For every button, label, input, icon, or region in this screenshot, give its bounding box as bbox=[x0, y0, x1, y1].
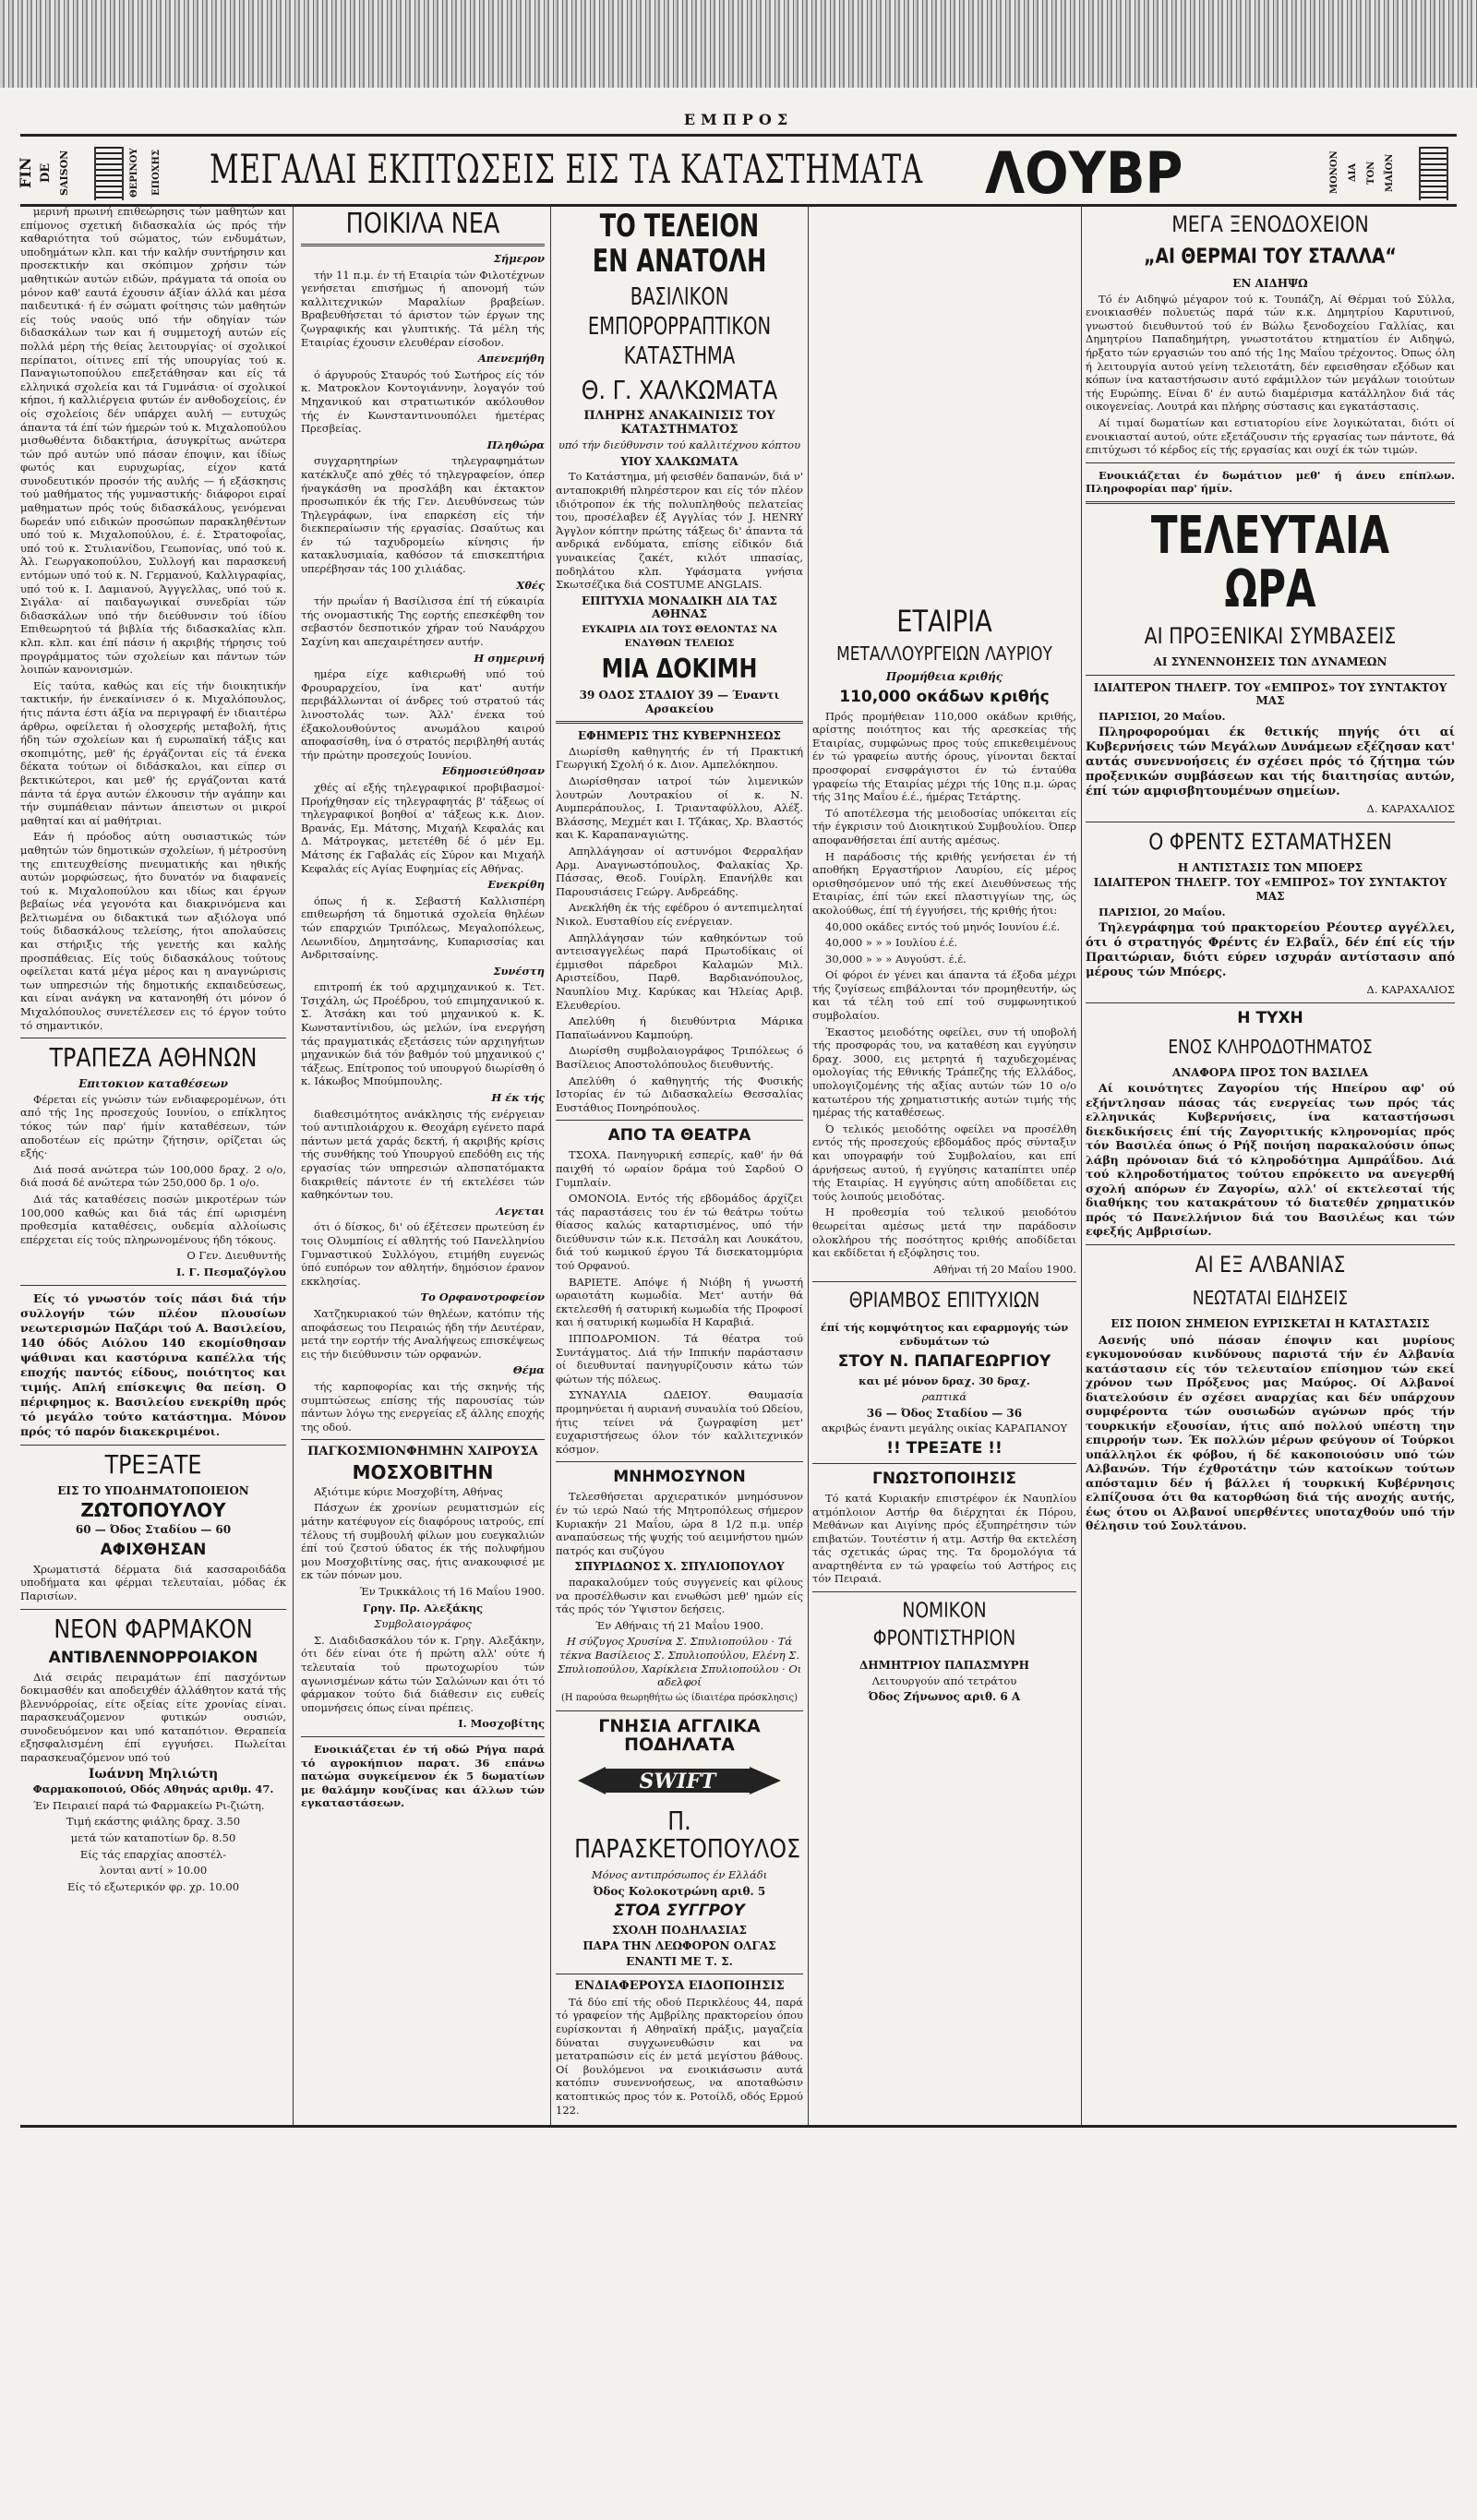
gov-item: Απηλλάγησαν τών καθηκόντων τού αντεισαγγελέως παρά Πρωτοδίκαις οί έμμισθοι πάρεδροι Καλαμών Μιλ. Αριστείδου, Παρθ. Βαρδιανόπουλος, Ναυπλίου Μιχ. Καρύκας και Ήλείας Αριβ. Ελευθερίου. bbox=[556, 930, 803, 1012]
news-head: Η έκ τής bbox=[491, 1091, 545, 1105]
laurium-sub: ΜΕΤΑΛΛΟΥΡΓΕΙΩΝ ΛΑΥΡΙΟΥ bbox=[836, 642, 1052, 665]
divider bbox=[20, 1285, 286, 1286]
telegram-head: ΙΔΙΑΙΤΕΡΟΝ ΤΗΛΕΓΡ. ΤΟΥ «ΕΜΠΡΟΣ» ΤΟΥ ΣΥΝΤΑΚΤΟΥ ΜΑΣ bbox=[1093, 680, 1447, 708]
bottom-rule bbox=[20, 2125, 1457, 2128]
news-head: Συνέστη bbox=[493, 964, 545, 978]
divider bbox=[301, 1439, 545, 1440]
notice-title: ΕΝΔΙΑΦΕΡΟΥΣΑ ΕΙΔΟΠΟΙΗΣΙΣ bbox=[574, 1979, 785, 1994]
bike-school2: ΠΑΡΑ ΤΗΝ ΛΕΩΦΟΡΟΝ ΟΛΓΑΣ bbox=[582, 1939, 776, 1953]
divider bbox=[556, 1120, 803, 1121]
theatre-item: ΙΠΠΟΔΡΟΜΙΟΝ. Τά θέατρα τού Συντάγματος. Διά τήν Ιππικήν παράστασιν οί διευθυνταί πανηγυρίζουσιν κάτω τών φώτων τής πόλεως. bbox=[556, 1332, 803, 1386]
price-line: λονται αντί » 10.00 bbox=[99, 1864, 208, 1878]
fortune-title: Η ΤΥΧΗ bbox=[1237, 1008, 1303, 1027]
column-rule bbox=[293, 205, 294, 2125]
paragraph: Διά σειράς πειραμάτων έπί πασχόντων δοκιμασθέν και αποδειχθέν άλλάθητον κατά τής βλεννόρροίας, είτε οξείας είτε χρονίας είναι. παρασκευάζομενον φυτικών ουσιών, συνοδευόμενον και υπό καταπότιον. Θεραπεία εξησφαλισμένη έπί εγγυήσει. Πωλείται παρασκευαζόμενον υπό τού bbox=[20, 1670, 286, 1765]
divider bbox=[1086, 501, 1455, 504]
news-item: ότι ό δίσκος, δι' ού έξέτεσεν πρωτεύση έν τοις Ολυμπίοις εί αθλητής τού Πανελληνίου Γυμναστικού Συλλόγου, ετιμήθη ευγενώς ύπό ευπόρων τον αθλητήν, δημόσιον έρανον εκκλησίας. bbox=[301, 1220, 545, 1288]
masthead-rule bbox=[20, 134, 1457, 137]
news-head: Εδημοσιεύθησαν bbox=[441, 764, 545, 778]
gov-item: Διωρίσθη καθηγητής έν τή Πρακτική Γεωργική Σχολή ό κ. Διον. Αμπελόκηπου. bbox=[556, 744, 803, 772]
divider bbox=[556, 1710, 803, 1711]
news-item: τής καρποφορίας και τής σκηνής τής συμπτώσεως επίσης τής παρουσίας τών πάντων λόγω της ενεργείας εξ άλλης εποχής της οδού. bbox=[301, 1379, 545, 1434]
banner-de: DE bbox=[39, 162, 53, 183]
halkomata-sub: ΒΑΣΙΛΙΚΟΝ ΕΜΠΟΡΟΡΡΑΠΤΙΚΟΝ ΚΑΤΑΣΤΗΜΑ bbox=[587, 283, 772, 370]
pharma-title: ΝΕΟΝ ΦΑΡΜΑΚΟΝ bbox=[54, 1613, 253, 1644]
memorial-title: ΜΝΗΜΟΣΥΝΟΝ bbox=[613, 1468, 746, 1487]
pharma-subtitle: ΑΝΤΙΒΛΕΝΝΟΡΡΟΙΑΚΟΝ bbox=[48, 1648, 258, 1667]
paragraph: Τελεσθήσεται αρχιερατικόν μνημόσυνον έν τώ ιερώ Ναώ τής Μητροπόλεως σήμερον Κυριακήν 21 Μαΐου, ώρα 8 1/2 π.μ. υπέρ αναπαύσεως τής ψυχής τού αειμνήστου ημών πατρός και συζύγου bbox=[556, 1490, 803, 1557]
scan-border bbox=[0, 0, 1477, 88]
gov-item: Απελύθη ό καθηγητής τής Φυσικής Ιστορίας έν τώ Διδασκαλείω Θεσσαλίας Ευστάθιος Πονηρόπουλος. bbox=[556, 1074, 803, 1114]
paragraph: Τό κατά Κυριακήν επιστρέφον έκ Ναυπλίου ατμόπλοιον Αστήρ θα διέρχηται έκ Πόρου, Μεθάνων και Αιγίνης πρός έξυπηρέτησιν τών επιβατών. Τουτέστιν ή ατμ. Αστήρ θα εκτελέση τάς σχετικάς ώρας της. Τα δρομολόγια τά αναρτηθέντα εν τώ γραφείω τού Αστήρος εις τόν Πειραιά. bbox=[812, 1491, 1076, 1586]
theatre-item: ΣΥΝΑΥΛΙΑ ΩΔΕΙΟΥ. Θαυμασία προμηνύεται ή αυριανή συναυλία τού Ωδείου, ήτις τείνει νά ζωγραφίση μετ' ευχαριστήσεως όλον τόν καλλιτεχνικόν κόσμον. bbox=[556, 1388, 803, 1456]
paragraph: Πάσχων έκ χρονίων ρευματισμών είς μάτην κατέφυγον είς διαφόρους ιατρούς, επί τέλους τή συμβουλή φίλων μου ευεγκαλιών έπί τού ζεστού ύδατος έκ τής πολυφήμου μου Μοσχοβιτίνης σας, ήτις ανακουφισέ με εκ τών πόνων μου. bbox=[301, 1501, 545, 1582]
theatre-item: ΒΑΡΙΕΤΕ. Απόψε ή Νιόβη ή γνωστή ωραιοτάτη κωμωδία. Μετ' αυτήν θά εκτελεσθή ή σατυρική κωμωδία τής Προφοσί και ή σατυρική κωμωδία Η Καραβιά. bbox=[556, 1275, 803, 1329]
memorial-note: (Η παρούσα θεωρηθήτω ώς ίδιαιτέρα πρόσκλησις) bbox=[560, 1692, 799, 1703]
gov-item: Διωρίσθησαν ιατροί τών λιμενικών λουτρών Λουτρακίου οί κ. Ν. Αυμπεράπουλος, Ι. Τριανταφύλλου, Αλέξ. Βλάσσης, Μεχμέτ και Ι. Τζάκας, Χρ. Βλαστός και Κ. Καραπαναγιώτης. bbox=[556, 774, 803, 842]
divider bbox=[301, 1736, 545, 1737]
triumph-note: ακριβώς έναντι μεγάλης οικίας ΚΑΡΑΠΑΝΟΥ bbox=[821, 1422, 1068, 1435]
telegram-place: ΠΑΡΙΣΙΟΙ, 20 Μαΐου. bbox=[1099, 905, 1226, 918]
bazaar-ad: Είς τό γνωστόν τοίς πάσι διά τήν συλλογήν τών πλέον πλουσίων νεωτερισμών Παζάρι τού Α. Βασιλείου, 140 όδός Αιόλου 140 εκομίσθησαν ψάθιναι και καστόρινα καπέλλα τής εποχής παντός είδους, ποιότητος και τιμής. Απλή επίσκεψις θα πείση. Ο πέριφημος κ. Βασιλείου ενεκρίθη πρός τό μεγάλο τούτο κατάστημα. Μόνον πρός τό παρόν διακεκριμένοι. bbox=[20, 1290, 286, 1438]
paragraph: Τό έν Αιδηψώ μέγαρον τού κ. Τουπάζη, Αί Θέρμαι τού Σύλλα, ενοικιασθέν πολυετώς παρά τών κ.κ. Δημητρίου Καρυτινού, γνωστού διευθυντού τού έν Βώλω ξενοδοχείου Γαλλίας, και Δημητρίου Παπαδημήτρη, γνωστοτάτου κτηματίου έν Αιδηψώ, ήρξατο τών εργασιών του από τής 1ης Μαΐου τρέχοντος. Όπως όλη ή λειτουργία αυτού γείνη τελειοτάτη, δέν εφεισθησαν εξόδων και κόπων ίνα καταστήσωσιν αυτό εφάμιλλον τών μεγάλων τοιούτων τής Ευρώπης. Είναι δ' έν αυτώ διαμέρισμα κατάλληλον διά τάς οικογενείας. Λουτρά και πλήρης σύστασις και εγκατάστασις. bbox=[1086, 292, 1455, 414]
misc-news-title: ΠΟΙΚΙΛΑ ΝΕΑ bbox=[345, 208, 500, 240]
hotel-name: „ΑΙ ΘΕΡΜΑΙ ΤΟΥ ΣΤΑΛΛΑ“ bbox=[1144, 246, 1397, 269]
paragraph: παρακαλούμεν τούς συγγενείς και φίλους να προσέλθωσιν και ενωθώσι μεθ' ημών είς τάς πρός τόν Ύψιστον δεήσεις. bbox=[556, 1575, 803, 1616]
treksate-sub: ΕΙΣ ΤΟ ΥΠΟΔΗΜΑΤΟΠΟΙΕΙΟΝ bbox=[57, 1483, 249, 1497]
halkomata-renov3: ΥΙΟΥ ΧΑΛΚΩΜΑΤΑ bbox=[620, 454, 738, 468]
bike-stoa: ΣΤΟΑ ΣΥΓΓΡΟΥ bbox=[614, 1902, 745, 1921]
paragraph: Αί τιμαί δωματίων και εστιατορίου είνε λογικώταται, διότι οί ενοικιασταί αυτού, ούτε εξετάζουσιν τής εργασίας των πάντοτε, θά επιτύχωσι τό κέρδος είς τής εργασίας και ουχί έκ τών τιμών. bbox=[1086, 415, 1455, 457]
column-rule bbox=[1081, 205, 1082, 2125]
news-item: τήν 11 π.μ. έν τή Εταιρία τών Φιλοτέχνων γενήσεται επισήμως ή απονομή τών καλλιτεχνικών Μαραλίων βραβείων. Βραβευθήσεται τό άριστον τών έργων της ζωγραφικής και γλυπτικής. Τά μέλη τής Εταιρίας έχουσιν ελευθέραν είσοδον. bbox=[301, 268, 545, 349]
divider bbox=[812, 1591, 1076, 1592]
column-4 bbox=[812, 600, 1076, 2520]
paragraph: Σ. Διαδιδασκάλου τόν κ. Γρηγ. Αλεξάκην, ότι δέν είναι ότε ή πρώτη αλλ' ούτε ή τελευταία τού πρωτοχωρίου τών αγωνισμένων κάτω τών Σαλώνων και ότι τό φάρμακον τούτο διά διάθεσιν εις ευθείς υπομνήσεις όπως είναι πρέπεις. bbox=[301, 1633, 545, 1714]
news-item: τήν πρωΐαν ή Βασίλισσα έπί τή εύκαιρία τής ονομαστικής Της εορτής επεσκέφθη τον σεβαστόν δεσποτικόν χήραν τού Ναυάρχου Σαχίνη και απεχαιρέτησεν αυτήν. bbox=[301, 594, 545, 649]
triumph-title: ΘΡΙΑΜΒΟΣ ΕΠΙΤΥΧΙΩΝ bbox=[848, 1290, 1040, 1314]
column-rule bbox=[808, 205, 809, 2125]
treksate-note: ΑΦΙΧΘΗΣΑΝ bbox=[100, 1540, 207, 1559]
gov-item: Απηλλάγησαν οί αστυνόμοι Φερραλήαν Αρμ. Αναγνωστόπουλος, Φαλακίας Χρ. Πάσσας, Θεοδ. Γουίρλη. Επανήλθε και Παρουσιάσεις Γεώργ. Ανδρεάδης. bbox=[556, 845, 803, 898]
news-item: συγχαρητηρίων τηλεγραφημάτων κατέκλυζε από χθές τό τηλεγραφείον, όπερ ήναγκάσθη να προσλάβη και έκτακτον προσωπικόν έκ τής Γεν. Διευθύνσεως τών Τηλεγράφων, ίνα επαρκέση είς τήν διεκπεραίωσιν τής εργασίας. Ωσαύτως και έν τώ ταχυδρομείω κίνησις ήν κατακλυσμιαία, καθόσον τά επισκεπτήρια υπερέβησαν τάς 100 χιλιάδας. bbox=[301, 454, 545, 576]
masthead: ΕΜΠΡΟΣ bbox=[683, 111, 794, 128]
albania-title: ΑΙ ΕΞ ΑΛΒΑΝΙΑΣ bbox=[1195, 1251, 1346, 1278]
treksate-title: ΤΡΕΞΑΤΕ bbox=[104, 1448, 202, 1480]
pharma-address: Φαρμακοποιού, Οδός Αθηνάς αριθμ. 47. bbox=[32, 1782, 274, 1796]
price-line: Είς τάς επαρχίας αποστέλ- bbox=[79, 1847, 227, 1861]
law-body: Λειτουργούν από τετράτου bbox=[871, 1674, 1017, 1687]
hotel-rent: Ενοικιάζεται έν δωμάτιον μεθ' ή άνευ επίπλων. Πληροφορίαι παρ' ήμίν. bbox=[1086, 468, 1455, 496]
law-address: Όδος Ζήνωνος αριθ. 6 Α bbox=[868, 1690, 1021, 1704]
news-head: Το Ορφανοτροφείον bbox=[420, 1290, 545, 1304]
bank-subtitle: Επιτοκιον καταθέσεων bbox=[78, 1077, 228, 1091]
lasthour-sub: ΑΙ ΠΡΟΞΕΝΙΚΑΙ ΣΥΜΒΑΣΕΙΣ bbox=[1144, 622, 1397, 649]
fortune-sub2: ΑΝΑΦΟΡΑ ΠΡΟΣ ΤΟΝ ΒΑΣΙΛΕΑ bbox=[1171, 1065, 1369, 1079]
albania-sub: ΝΕΩΤΑΤΑΙ ΕΙΔΗΣΕΙΣ bbox=[1192, 1286, 1349, 1309]
paragraph: Τό αποτέλεσμα τής μειοδοσίας υπόκειται είς τήν έγκρισιν τού Διοικητικού Συμβουλίου. Όπερ αποφανθήσεται έπί αυτής αμέσως. bbox=[812, 806, 1076, 846]
halkomata-renov: ΠΛΗΡΗΣ ΑΝΑΚΑΙΝΙΣΙΣ ΤΟΥ ΚΑΤΑΣΤΗΜΑΤΟΣ bbox=[583, 409, 775, 437]
halkomata-renov2: υπό τήν διεύθυνσιν τού καλλιτέχνου κόπτου bbox=[558, 438, 801, 452]
banner-right-4: ΜΑΪΟΝ bbox=[1385, 153, 1395, 192]
ad-date: Έν Τρικκάλοις τή 16 Μαΐου 1900. bbox=[359, 1585, 545, 1599]
memorial-name: ΣΠΥΡΙΔΩΝΟΣ Χ. ΣΠΥΛΙΟΠΟΥΛΟΥ bbox=[574, 1560, 785, 1574]
pharma-name: Ιωάννη Μηλιώτη bbox=[88, 1766, 219, 1782]
paragraph: Φέρεται είς γνώσιν τών ενδιαφερομένων, ότι από τής 1ης προσεχούς Ιουνίου, ο επίκλητος τόκος τών παρ' ήμίν καταθέσεων, τών αποδοτέων είς πρώτην ζήτησιν, ορίζεται ώς εξής· bbox=[20, 1092, 286, 1160]
treksate-name: ΖΩΤΟΠΟΥΛΟΥ bbox=[80, 1499, 226, 1522]
paragraph: Εάν ή πρόοδος αύτη ουσιαστικώς τών μαθητών τών δημοτικών σχολείων, ή μέτροσύνη της επιτευχθείσης πνευματικής και ηθικής αυτών μορφώσεως, ήτο δυνατόν να διαφανείς τού κ. Μιχαλοπούλου και ιδίως και έργων βεβαίως νέα γεγονότα και διακρινόμενα και βελτιωμένα ου διδακτικά των αξιόλογα υπό τούς διδασκάλους τελείσης, ήτοι απολαύσεις και στήριξις τής γενετής και καλής προσπάθειας. Είς τούς διδασκάλους τούτους οφείλεται κατά μέγα μέρος και η αναγνώρισις των υπηρεσιών τής δημοτικής εκπαιδεύσεως, και είναι ανάγκη να κατανοηθή ότι μόνον ό Μιχαλόπουλος συνετέλεσεν εις τό έργον τούτο τό σημαντικόν. bbox=[20, 830, 286, 1032]
telegram-sign: Δ. ΚΑΡΑΧΑΛΙΟΣ bbox=[1366, 983, 1455, 997]
quota-line: 40,000 » » » Ιουλίου έ.έ. bbox=[825, 936, 958, 950]
divider bbox=[301, 244, 545, 246]
laurium-date: Αθήναι τή 20 Μαΐου 1900. bbox=[933, 1262, 1076, 1276]
lasthour-title: ΤΕΛΕΥΤΑΙΑ ΩΡΑ bbox=[1150, 505, 1390, 619]
bank-sign-name: Ι. Γ. Πεσμαζόγλου bbox=[176, 1265, 286, 1278]
bike-address: Όδος Κολοκοτρώνη αριθ. 5 bbox=[593, 1884, 766, 1898]
news-head: Η σημερινή bbox=[474, 651, 545, 665]
news-head: Λεγεται bbox=[496, 1204, 545, 1218]
fortune-sub: ΕΝΟΣ ΚΛΗΡΟΔΟΤΗΜΑΤΟΣ bbox=[1168, 1035, 1373, 1058]
divider bbox=[1086, 1244, 1455, 1245]
bank-title: ΤΡΑΠΕΖΑ ΑΘΗΝΩΝ bbox=[49, 1042, 258, 1074]
news-item: ό άργυρούς Σταυρός τού Σωτήρος είς τόν κ. Ματροκλον Κοντογιάννην, λογαγόν τού Μηχανικού και στρατιωτικόν ακόλουθον τής έν Κωνσταντινουπόλει ήμετέρας Πρεσβείας. bbox=[301, 367, 545, 436]
ad-sign-role: Συμβολαιογράφος bbox=[374, 1617, 472, 1631]
news-head: Απενεμήθη bbox=[477, 352, 545, 366]
laurium-head: Προμήθεια κριθής bbox=[885, 670, 1003, 683]
mosxovitini-head: ΠΑΓΚΟΣΜΙΟΝΦΗΜΗΝ ΧΑΙΡΟΥΣΑ bbox=[307, 1445, 538, 1459]
bike-school: ΣΧΟΛΗ ΠΟΔΗΛΑΣΙΑΣ bbox=[611, 1924, 748, 1938]
albania-sub2: ΕΙΣ ΠΟΙΟΝ ΣΗΜΕΙΟΝ ΕΥΡΙΣΚΕΤΑΙ Η ΚΑΤΑΣΤΑΣΙΣ bbox=[1111, 1316, 1430, 1330]
quota-line: 40,000 οκάδες εντός τού μηνός Ιουνίου έ.έ. bbox=[825, 919, 1061, 933]
paragraph: Έν Πειραιεί παρά τώ Φαρμακείω Ρι-ζιώτη. bbox=[33, 1798, 265, 1812]
gov-title: ΕΦΗΜΕΡΙΣ ΤΗΣ ΚΥΒΕΡΝΗΣΕΩΣ bbox=[577, 729, 781, 743]
bank-sign-role: Ο Γεν. Διευθυντής bbox=[186, 1249, 286, 1263]
banner-brand: ΛΟΥΒΡ bbox=[985, 139, 1183, 207]
column-5 bbox=[1086, 205, 1455, 2125]
paragraph: Έκαστος μειοδότης οφείλει, συν τή υποβολή τής προσφοράς του, να καταθέση και εγγύησιν δραχ. 3000, εις μετρητά ή ταχυδεχομένας ομολογίας τής Εθνικής Τράπεζης τής Ελλάδος, υπολογιζομένης τής αξίας αυτών τών 10 ο/ο κατωτέρου τής χρηματιστικής αυτών τιμής τής ημέρας τής καταθέσεως. bbox=[812, 1025, 1076, 1120]
halkomata-unique: ΕΠΙΤΥΧΙΑ ΜΟΝΑΔΙΚΗ ΔΙΑ ΤΑΣ ΑΘΗΝΑΣ bbox=[581, 594, 778, 621]
halkomata-unique2: ΕΥΚΑΙΡΙΑ ΔΙΑ ΤΟΥΣ ΘΕΛΟΝΤΑΣ ΝΑ ΕΝΔΥΘΩΝ ΤΕΛΕΙΩΣ bbox=[582, 623, 777, 649]
divider bbox=[1086, 462, 1455, 463]
announcement-title: ΓΝΩΣΤΟΠΟΙΗΣΙΣ bbox=[872, 1469, 1016, 1488]
banner-therinou: ΘΕΡΙΝΟΥ bbox=[129, 148, 139, 198]
news-head: Σήμερον bbox=[493, 252, 545, 265]
paragraph: Η παράδοσις τής κριθής γενήσεται έν τή αποθήκη Εργαστήριον Λαυρίου, είς μέρος ορισθησόμενον υπό τής εκεί Διευθύνσεως τής Εταιρίας, έπί τών εκεί πλαστιγγίων της, ώς ακολούθως, έπί τή έγγυήσει, τής κριθής ήτοι: bbox=[812, 849, 1076, 917]
price-line: μετά τών καταποτίων δρ. 8.50 bbox=[70, 1831, 236, 1845]
boers-sub: Η ΑΝΤΙΣΤΑΣΙΣ ΤΩΝ ΜΠΟΕΡΣ bbox=[1177, 860, 1363, 874]
divider bbox=[20, 1609, 286, 1610]
gov-item: Ανεκλήθη έκ τής εφέδρου ό αντεπιμεληταί Νικολ. Ευσταθίου είς ενέργειαν. bbox=[556, 901, 803, 928]
theatre-item: ΟΜΟΝΟΙΑ. Εντός τής εβδομάδος άρχίζει τάς παραστάσεις του έν τώ θεάτρω τούτω θίασος καλώς καταρτισμένος, υπό τήν διεύθυνσιν τών κ.κ. Πετσάλη και Λουκάτου, διά τού κωμικού έργου Τά δισεκατομμύρια τού Ορφανού. bbox=[556, 1192, 803, 1273]
divider bbox=[556, 721, 803, 724]
triumph-address: 36 — Όδος Σταδίου — 36 bbox=[866, 1406, 1023, 1420]
paragraph: Είς ταύτα, καθώς και είς τήν διοικητικήν τακτικήν, ήν ένεκαίνισεν ό κ. Μιχαλόπουλος, ήτις πάντα έστι άξία να περιγραφή έν ιδιαιτέρω άρθρω, οφείλεται ή ολοσχερής μεταβολή, ήτις ήδη τών σχολείων και ή ευρωπαϊκή τάξις και σκοπιμότης, μεθ' ής έργάζονται είς τά ένεκα δέκατα τούτων οί διδάσκαλοι, και είπερ σι βεκτικώτεροι, και μεθ' ής εργάζονται κατά πάντα τά έργα αυτών έλκουσιν τήν αγάπην και τήν συμπάθειαν πάντων άπειστων οι μικροί μαθηταί και αί μαθήτριαι. bbox=[20, 678, 286, 827]
swift-logo-icon bbox=[578, 1759, 781, 1802]
banner-title: ΜΕΓΑΛΑΙ ΕΚΠΤΩΣΕΙΣ ΕΙΣ ΤΑ ΚΑΤΑΣΤΗΜΑΤΑ bbox=[210, 147, 923, 193]
gov-item: Απελύθη ή διευθύντρια Μάρικα Παπαϊωάννου Καμπούρη. bbox=[556, 1014, 803, 1041]
bike-name: Π. ΠΑΡΑΣΚΕΤΟΠΟΥΛΟΣ bbox=[574, 1806, 801, 1865]
news-head: Ενεκρίθη bbox=[487, 878, 545, 892]
mosxovitini-brand: ΜΟΣΧΟΒΙΤΗΝ bbox=[352, 1460, 494, 1483]
paragraph: Χρωματιστά δέρματα διά κασσαροιδάδα υποδήματα και φέρμαι τελευταίαι, μόδας έκ Παρισίων. bbox=[20, 1562, 286, 1602]
paragraph: μερινή πρωινή επιθεώρησις τών μαθητών και επίμονος σχετική διδασκαλία ώς πρός τήν καθαριότητα τού σώματος, τών ενδυμάτων, υποδημάτων κλπ. και τήν καλήν συντήρησιν και προσεκτικήν και σκόπιμον χρήσιν τών μαθητικών αυτών ειδών, πράγματα τά οποία ου μόνον καθ' εαυτά έχουσιν άξίαν άλλά και μέσα παιδευτικά· ή έν σώματι φοίτησις τών μαθητών είς τούς ναούς υπό τήν οδηγίαν τών διδασκάλων των και ή συμμετοχή αυτών είς πολλά μέρη τής θείας λειτουργίας· οί σχολικοί περίπατοι, οίτινες επί τής υπουργίας τού κ. Παναγιωτοπούλου επεξετάθησαν και είς τά ελληνικά σχολεία και τά Γυμνάσια· οί σχολικοί κήποι, ή καλλιέργεια φυτών έν ανθοδοχείοις, έν οίς σχολείοις δέν υπάρχει αυλή — ευτυχώς άπαντα τά έπί τών ήμερών τού κ. Μιχαλοπούλου μισθωθέντα διδακτήρια, άσυγκρίτως ανώτερα τών πρό αυτών υπό πάσαν έποψιν, και ίδίως φωτός και ευρυχωρίας, είχον κατά συνοδευτικόν προσόν τής αυλής — ή εξάσκησις τού μαθήματος τής γυμναστικής· διάφοροι ειραί μαθηματων πρός τούς διδασκάλους, γενόμεναι δωρεάν υπό ειδικών προσώπων παρακληθέντων υπό τού κ. Μιχαλοπούλου, έ. έ. Στρατοφοΐας, υπό τού κ. Στυλιανίδου, Γεωπονίας, υπό τού κ. Άλ. Γεωργακοπούλου, Συλλογή και παρασκευή εντόμων υπό τού κ. Ν. Γερμανού, Καλλιγραφίας, υπό τού κ. Ι. Δαμιανού, Άγγγελλας, υπό τού κ. Σιγάλα· αί παιδαγωγικαί συνεδρίαι τών διδασκάλων υπό τήν διεύθυνσιν τού ίδίου Επιθεωρητού τά βιβλία τής διδασκαλίας κλπ. κλπ. κλπ. και έπί πάσιν ή ακριβής τήρησις τού προγράμματος τών σχολείων και πάντων τών λοιπών κανονισμών. bbox=[20, 205, 286, 677]
hotel-place: ΕΝ ΑΙΔΗΨΩ bbox=[1232, 277, 1308, 290]
swift-brand: SWIFT bbox=[639, 1770, 716, 1794]
banner-right-3: ΤΟΝ bbox=[1366, 161, 1376, 185]
telegram-place: ΠΑΡΙΣΙΟΙ, 20 Μαΐου. bbox=[1099, 709, 1226, 723]
triumph-body: έπί τής κομψότητος και εφαρμογής τών ενδυμάτων τώ bbox=[820, 1321, 1069, 1348]
memorial-date: Έν Αθήναις τή 21 Μαΐου 1900. bbox=[594, 1618, 764, 1632]
price-line: Είς τό εξωτερικόν φρ. χρ. 10.00 bbox=[66, 1879, 240, 1893]
bike-sub: Μόνος αντιπρόσωπος έν Ελλάδι bbox=[591, 1868, 768, 1882]
divider bbox=[556, 1461, 803, 1462]
banner-saison: SAISON bbox=[58, 150, 70, 196]
banner-fin: FIN bbox=[17, 157, 34, 188]
ad-foot: Ι. Μοσχοβίτης bbox=[458, 1717, 545, 1731]
banner-right-2: ΔΙΑ bbox=[1348, 162, 1358, 183]
albania-body: Ασενής υπό πάσαν έποψιν και μυρίους εγκυμονούσαν κινδύνους παριστά τήν έν Αλβανία κατάστασιν είς τόν τελευταίον επίσημον τών εκεί χρόνον των Πρόξενος μας Μαύρος. Οί Αλβανοί διατελούσιν έν σχέσει αναρχίας και δέν υπάρχουν συμφέροντα τών ουσιωδών αγώνων πρός τήν τουρκικήν εξουσίαν, ήτις από πολλού υπέστη την επιρροήν των. Έκ πολλών μέρων φεύγουν οί Τούρκοι υπάλληλοι έκ φόβου, ή δέ κακοποιούσιν υπό τών Αλβανών. Τήν έχθροτάτην τών κατοίκων τούτων απόσταμιν δέν ή βάλλει ή τουρκική Κυβέρνησις ελπίζουσα ότι θα κατορθώση διά τής ανοχής αυτής, έως ότου οι Αλβανοί υπερθέντες υποταχθούν υπό τήν θέλησιν τού Σουλτάνου. bbox=[1086, 1332, 1455, 1533]
triumph-price: και μέ μόνον δραχ. 30 δραχ. bbox=[859, 1374, 1030, 1387]
laurium-amount: 110,000 οκάδων κριθής bbox=[839, 687, 1050, 706]
banner-ornament-left bbox=[94, 147, 124, 200]
column-2 bbox=[301, 205, 545, 2125]
news-item: διαθεσιμότητος ανάκλησις τής ενέργειαν τού αντιπλοιάρχου κ. Θεοχάρη εγένετο παρά πάντων μετά χαράς δεκτή, ή ακριβής κρίσις τής συνθήκης τού Υπουργού επεδόθη εις τής εργασίας τών υπηρεσιών αλπσπατόμακτα διακριθείς πάντοτε έν τή εκτελέσει τών καθηκόντων του. bbox=[301, 1107, 545, 1202]
news-head: Χθές bbox=[516, 578, 545, 592]
triumph-name: ΣΤΟΥ Ν. ΠΑΠΑΓΕΩΡΓΙΟΥ bbox=[837, 1351, 1051, 1371]
misc-news-list bbox=[301, 252, 545, 1434]
divider bbox=[1086, 1002, 1455, 1003]
news-head: Θέμα bbox=[512, 1363, 545, 1377]
paragraph: Διά ποσά ανώτερα τών 100,000 δραχ. 2 ο/ο, διά ποσά δέ ανώτερα τών 250,000 δρ. 1 ο/ο. bbox=[20, 1162, 286, 1190]
paragraph: Τά δύο επί τής οδού Περικλέους 44, παρά τό γραφείον τής Αμβρίλης πρακτορείου όπου ευρίσκονται ή Αθηναϊκή πράξις, μαγαζεία δύναται συγχωνευθώσιν και να μετατραπώσιν είς έν μετά μεγίστου βάθους. Οί βουλόμενοι να ενοικιάσωσιν αυτά κατόπιν συνεννοήσεως, να αποταθώσιν κατοπτικώς προς τόν κ. Ροτοίλδ, οδός Ερμού 122. bbox=[556, 1995, 803, 2117]
gov-item: Διωρίσθη συμβολαιογράφος Τριπόλεως ό Βασίλειος Αποστολόπουλος διευθυντής. bbox=[556, 1044, 803, 1071]
laurium-title: ΕΤΑΙΡΙΑ bbox=[896, 604, 992, 639]
ad-sign: Γρηγ. Πρ. Αλεξάκης bbox=[363, 1601, 483, 1614]
theatre-item: ΤΣΟΧΑ. Πανηγυρική εσπερίς, καθ' ήν θά παιχθή τό ωραίον δράμα τού Σαρδού Ο Γυμπλαίν. bbox=[556, 1148, 803, 1189]
banner-right-1: ΜΟΝΟΝ bbox=[1329, 150, 1339, 195]
louvre-banner bbox=[17, 139, 1457, 207]
banner-ornament-right bbox=[1419, 147, 1448, 200]
bike-title: ΓΝΗΣΙΑ ΑΓΓΛΙΚΑ ΠΟΔΗΛΑΤΑ bbox=[598, 1716, 761, 1756]
column-3 bbox=[556, 205, 803, 2125]
quota-line: 30,000 » » » Αυγούστ. έ.έ. bbox=[825, 952, 967, 966]
price-line: Τιμή εκάστης φιάλης δραχ. 3.50 bbox=[66, 1815, 241, 1829]
divider bbox=[1086, 675, 1455, 676]
banner-epohis: ΕΠΟΧΗΣ bbox=[151, 149, 162, 197]
news-item: Χατζηκυριακού τών θηλέων, κατόπιν τής αποφάσεως του Πειραιώς ήδη τήν Δευτέραν, μετά την εορτήν τής Αναλήψεως επισκέψεως εις τήν διεύθυνσιν τών ορφανών. bbox=[301, 1306, 545, 1361]
paragraph: Διά τάς καταθέσεις ποσών μικροτέρων τών 100,000 καθώς και διά τάς έπί ωρισμένη προθεσμία καταθέσεις, ουδεμία αλλοίωσις επέρχεται είς τούς πληρωνομένους ήδη τόκους. bbox=[20, 1192, 286, 1246]
halkomata-address: 39 ΟΔΟΣ ΣΤΑΔΙΟΥ 39 — Έναντι Αρσακείου bbox=[579, 689, 780, 715]
telegram-sign: Δ. ΚΑΡΑΧΑΛΙΟΣ bbox=[1366, 802, 1455, 816]
halkomata-trial: ΜΙΑ ΔΟΚΙΜΗ bbox=[601, 654, 758, 685]
bike-school3: ΕΝΑΝΤΙ ΜΕ Τ. Σ. bbox=[626, 1954, 733, 1968]
news-item: επιτροπή έκ τού αρχιμηχανικού κ. Τετ. Τσιχάλη, ώς Προέδρου, τού επιμηχανικού κ. Σ. Άτσάκη και τού μηχανικού κ. Κ. Κωνσταντίνιδου, ώς μελών, ίνα ενεργήση τάς πραγματικάς εξετάσεις τών αρχιηγήτων μηχανικών διά τόν βαθμόν τού μηχανικού ϛ' τάξεως. Επίτροπος τού υπουργού διωρίσθη ό κ. Ιάκωβος Μπούμπουλης. bbox=[301, 980, 545, 1088]
fortune-body: Αί κοινότητες Ζαγορίου τής Ηπείρου αφ' ού εξήντλησαν πάσας τάς ενεργείας των πρός τάς ελληνικάς Κυβερνήσεις, ίνα καταστήσωσι διεκδικήσεις έπί τής Ζαγοριτικής κληρονομίας πρός τόν Βασιλέα όπως ό Ρήξ ποιήση παρακαλούσιν όπως λάβη πρόνοιαν διά τό κληροδότημα Αμπράΐδου. Διά τού κληροδοτήματος τούτου επρόκειτο να ανεγερθή σχολή απόρων έν Ζαγορίω, αλλ' οί εκτελεσταί τής διαθήκης του κατακράτουν τό διατεθέν χρηματικόν πρός τό Πανελλήνιον διά του Βασιλέως και τών εφεξής Αμβρισίων. bbox=[1086, 1081, 1455, 1239]
triumph-rapt: ραπτικά bbox=[921, 1390, 967, 1404]
column-1 bbox=[20, 205, 286, 2125]
paragraph: Οί φόροι έν γένει και άπαντα τά έξοδα μέχρι τής ζυγίσεως επιβάλονται τόν προμηθευτήν, ώς και τά τέλη τού επί τού συμφωνητικού συμβολαίου. bbox=[812, 968, 1076, 1023]
memorial-family: Η σύζυγος Χρυσίνα Σ. Σπυλιοπούλου · Τά τέκνα Βασίλειος Σ. Σπυλιοπούλου, Ελένη Σ. Σπυλιοπούλου, Χαρίκλεια Σπυλιοπούλου · Οι αδελφοί bbox=[557, 1635, 802, 1689]
hotel-title: ΜΕΓΑ ΞΕΝΟΔΟΧΕΙΟΝ bbox=[1171, 211, 1369, 237]
telegram-body: Πληροφορούμαι έκ θετικής πηγής ότι αί Κυβερνήσεις τών Μεγάλων Δυνάμεων εξέζησαν κατ' αυτάς συνεννοήσεις έν σχέσει πρός τό ζήτημα τών προξενικών συμβάσεων και τής διαιτησίας αυτών, έπί τών αμφισβητουμένων σημείων. bbox=[1086, 726, 1455, 799]
divider bbox=[812, 1463, 1076, 1464]
triumph-cta: !! ΤΡΕΞΑΤΕ !! bbox=[886, 1438, 1003, 1458]
paragraph: Ό τελικός μειοδότης οφείλει να προσέλθη εντός τής προσεχούς εβδομάδος πρός σύνταξιν και υπογραφήν τού Συμβολαίου, και επί άρνήσεως αυτού, ή εγγύησις καταπίπτει υπέρ τής Εταιρίας. Η εγγύησις αύτη αποδίδεται εις τούς λοιπούς μειοδότας. bbox=[812, 1122, 1076, 1203]
paragraph: Το Κατάστημα, μή φεισθέν δαπανών, διά ν' ανταποκριθή πληρέστερον και είς τόν πλέον ιδιότροπον έκ τής πολυπληθούς πελατείας του, προσέλαβεν έξ Αγγλίας τόν J. HENRY Άγγλον κόπτην πρώτης τάξεως δι' άπαντα τά ανδρικά ενδύματα, επίσης είδικόν διά γυναικείας ζακέτ, κιλότ ιππασίας, ποδηλάτου κλπ. Υφάσματα γνήσια Σκωτσέζικα διά COSTUME ANGLAIS. bbox=[556, 470, 803, 592]
divider bbox=[812, 1281, 1076, 1282]
divider bbox=[20, 1445, 286, 1446]
news-item: όπως ή κ. Σεβαστή Καλλισπέρη επιθεωρήση τά δημοτικά σχολεία θηλέων τών επαρχιών Τριπόλεως, Μεγαλοπόλεως, Λεωνιδίου, Δημητσάνης, Κυπαρισσίας και Ανδριτσαίνης. bbox=[301, 894, 545, 962]
paragraph: Η προθεσμία τού τελικού μειοδότου θεωρείται αμέσως μετά την παράδοσιν ολοκλήρου τής ποσότητος κριθής αποδίδεται και εκδίδεται ή εξόφλησις του. bbox=[812, 1206, 1076, 1260]
telegram-body: Τηλεγράφημα τού πρακτορείου Ρέουτερ αγγέλλει, ότι ό στρατηγός Φρέντς έν Ελβαΐλ, δέν έπί είς τήν Πραιτώριαν, διότι εύρεν ισχυράν αντίστασιν από μέρους τών Μπόερς. bbox=[1086, 921, 1455, 980]
halkomata-title: ΤΟ ΤΕΛΕΙΟΝ ΕΝ ΑΝΑΤΟΛΗ bbox=[592, 208, 767, 280]
halkomata-name: Θ. Γ. ΧΑΛΚΩΜΑΤΑ bbox=[581, 375, 778, 405]
rent-ad: Ενοικιάζεται έν τή οδώ Ρήγα παρά τό αγροκήπιον παρατ. 36 επάνω πατώμα συγκείμενον έκ 5 δωματίων με θαλάμην κουζίνας και άλλων τών εγκαταστάσεων. bbox=[301, 1742, 545, 1810]
news-item: ημέρα είχε καθιερωθή υπό τού Φρουραρχείου, ίνα κατ' αυτήν περιβάλλωνται οί άνδρες τού στρατού τάς λινοστολάς των. Άλλ' ένεκα τού έξακολουθούντος ανωμάλου καιρού αποφασίσθη, ίνα ό στρατός περιβληθή αυτάς τήν πρώτην προσεχούς Ιουνίου. bbox=[301, 667, 545, 762]
news-item: χθές αί εξής τηλεγραφικοί προβιβασμοί· Προήχθησαν είς τηλεγραφητάς β' τάξεως οί τηλεγραφικοί βοηθοί α' τάξεως κ.κ. Διον. Βρανάς, Εμ. Μάτσης, Μιχαήλ Κεφαλάς και Δ. Μάτρογκας, μετετέθη δέ ό μέν Εμ. Μάτσης έκ Γαβαλάς είς Σύρον και Μιχαήλ Κεφαλάς είς Αγίας Ευφημίας είς Αθήνας. bbox=[301, 780, 545, 875]
paragraph: Πρός προμήθειαν 110,000 οκάδων κριθής, αρίστης ποιότητος και τής αρεσκείας τής Εταιρίας, συμφώνως προς τούς επικεθειμένους έν τώ γραφείω αυτής όρους, γίνονται δεκταί προσφοραί ενσφράγιστοι έν τώ ένταύθα γραφείω τής Εταιρίας μέχρι τής 10ης π.μ. ώρας τής 31ης Μαΐου έ.έ., ήμέρας Τετάρτης. bbox=[812, 709, 1076, 804]
boers-title: Ο ΦΡΕΝΤΣ ΕΣΤΑΜΑΤΗΣΕΝ bbox=[1148, 828, 1392, 855]
law-title: ΝΟΜΙΚΟΝ ΦΡΟΝΤΙΣΤΗΡΙΟΝ bbox=[872, 1600, 1016, 1651]
telegram-head: ΙΔΙΑΙΤΕΡΟΝ ΤΗΛΕΓΡ. ΤΟΥ «ΕΜΠΡΟΣ» ΤΟΥ ΣΥΝΤΑΚΤΟΥ ΜΑΣ bbox=[1093, 876, 1447, 904]
theatre-title: ΑΠΟ ΤΑ ΘΕΑΤΡΑ bbox=[607, 1126, 751, 1146]
column-rule bbox=[550, 205, 551, 2125]
treksate-address: 60 — Όδος Σταδίου — 60 bbox=[75, 1523, 232, 1537]
news-head: Πληθώρα bbox=[486, 438, 545, 451]
law-name: ΔΗΜΗΤΡΙΟΥ ΠΑΠΑΣΜΥΡΗ bbox=[859, 1659, 1029, 1673]
paragraph: Αξιότιμε κύριε Μοσχοβίτη, Αθήνας bbox=[314, 1484, 503, 1498]
lasthour-sub2: ΑΙ ΣΥΝΕΝΝΟΗΣΕΙΣ ΤΩΝ ΔΥΝΑΜΕΩΝ bbox=[1153, 654, 1387, 668]
